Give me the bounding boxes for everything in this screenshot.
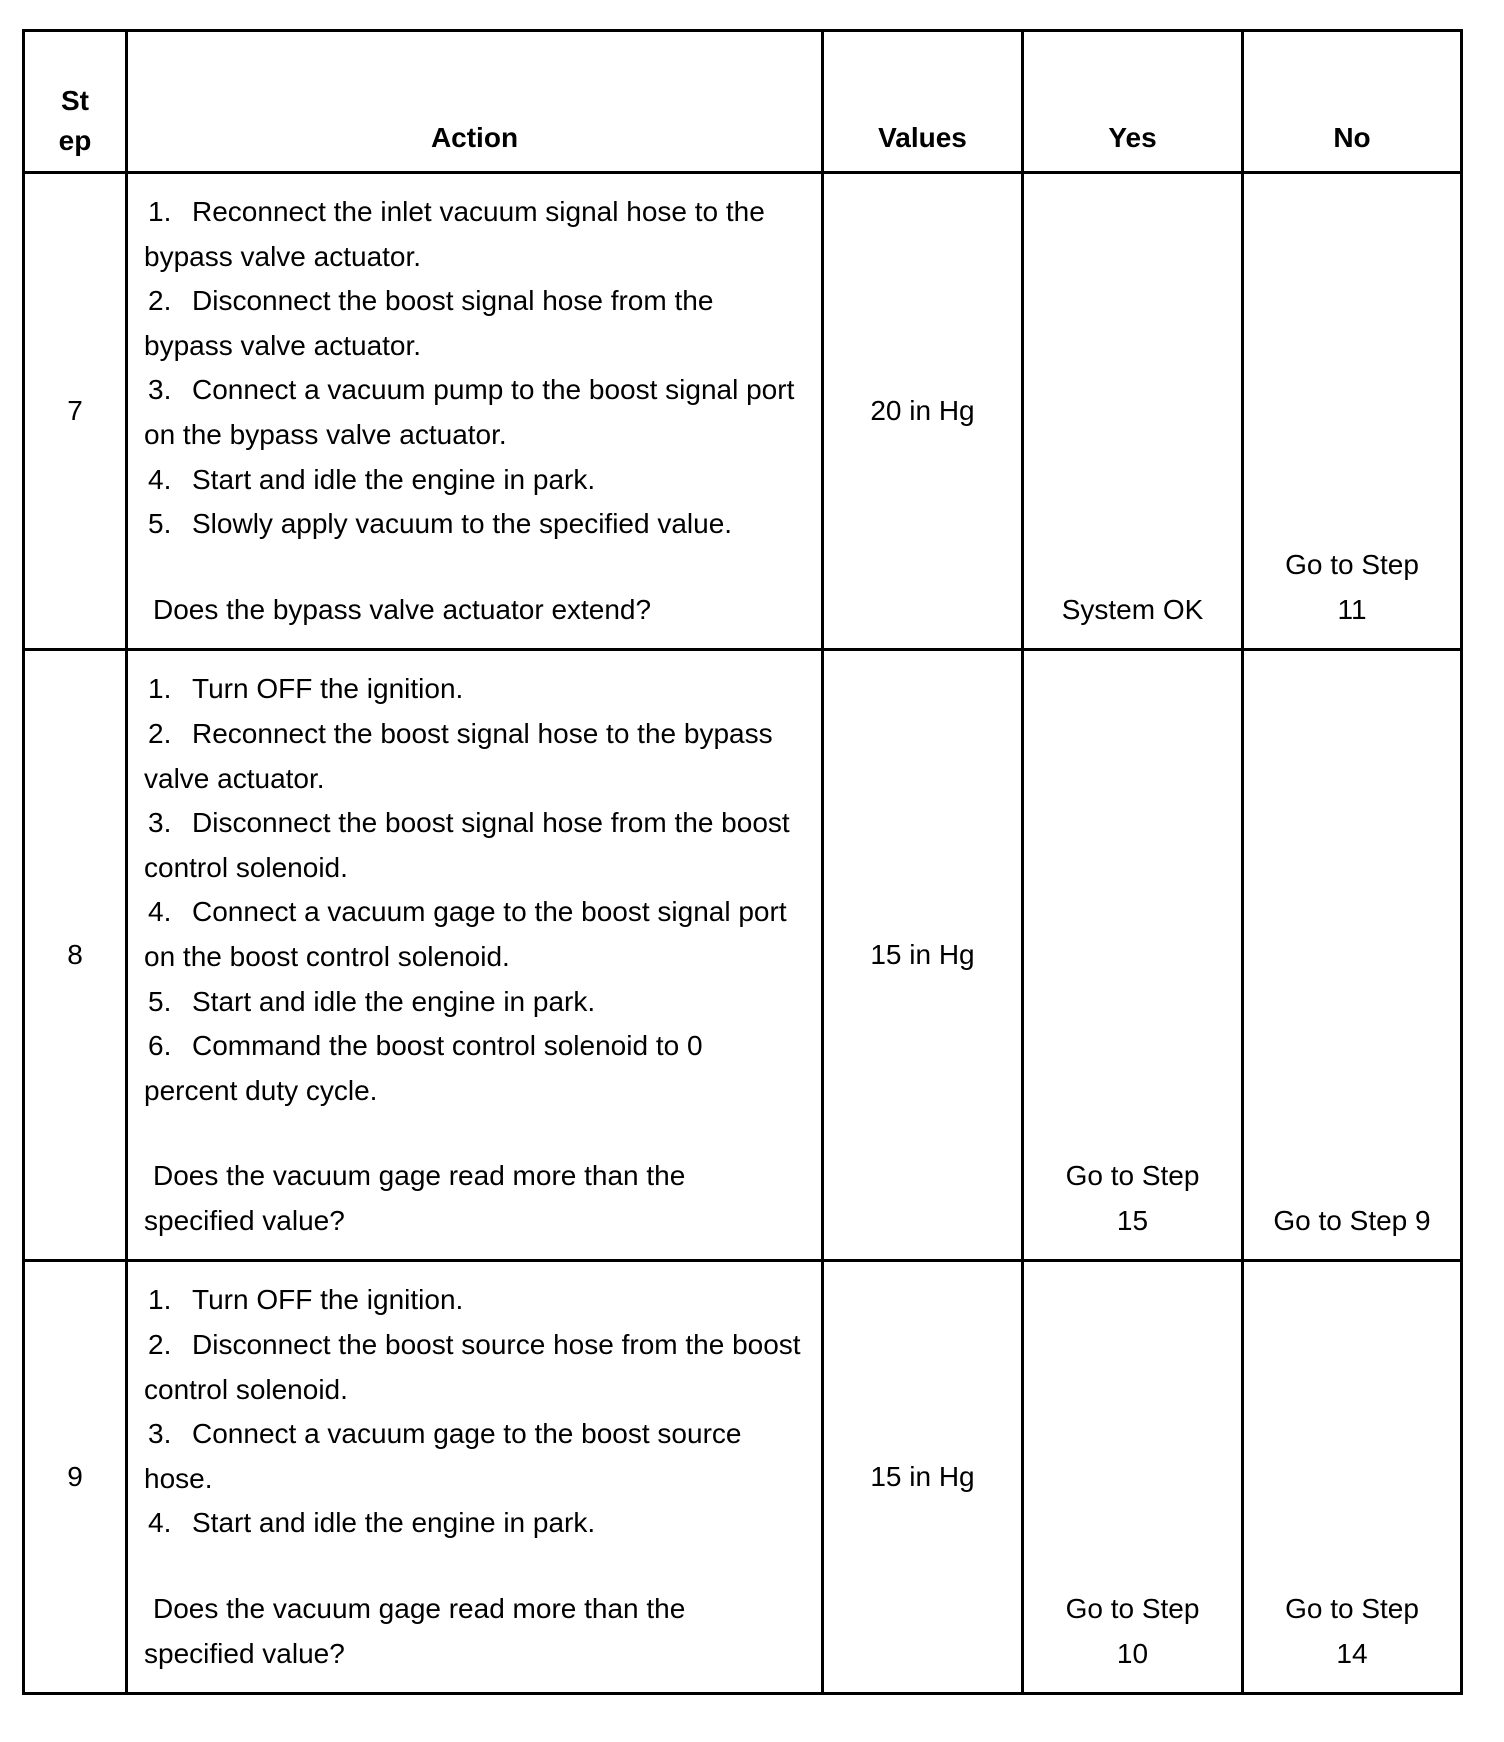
table-row [24,650,1462,1261]
step-column-header [24,31,127,173]
action-item-number: 1. [148,673,172,705]
no-cell [1243,173,1462,650]
step-number-cell: 7 [24,173,127,650]
action-item-number: 2. [148,285,172,317]
action-item-number: 4. [148,463,172,495]
action-item-number: 3. [148,1418,172,1450]
step-number-cell: 8 [24,650,127,1261]
action-item-number: 2. [148,717,172,749]
action-item [144,1278,803,1323]
action-question: Does the bypass valve actuator extend? [153,593,652,625]
action-question: Does the vacuum gage read more than the specified value? [144,1160,686,1236]
action-item [144,890,803,979]
action-item-text: Command the boost control solenoid to 0 percent duty cycle. [144,1030,703,1106]
no-cell-line: Go to Step [1285,549,1419,581]
no-cell [1243,650,1462,1261]
action-item-number: 1. [148,196,172,227]
yes-cell-line: 10 [1116,1637,1149,1669]
table-header-row [24,31,1462,173]
action-column-header: Action [127,31,823,173]
action-item [144,190,803,279]
action-item [144,458,803,503]
value-cell: 20 in Hg [823,173,1023,650]
action-item-text: Slowly apply vacuum to the specified value. [192,508,733,540]
yes-cell-line: 15 [1116,1204,1149,1236]
table-row [24,173,1462,650]
yes-cell-line: Go to Step [1065,1593,1200,1625]
action-item-number: 2. [148,1329,172,1361]
action-item [144,279,803,368]
yes-cell [1023,1261,1243,1694]
action-item-text: Connect a vacuum gage to the boost source hose. [144,1418,742,1494]
action-item [144,801,803,890]
action-item [144,712,803,801]
value-cell: 15 in Hg [823,1261,1023,1694]
action-item-text: Reconnect the boost signal hose to the bypass valve actuator. [144,717,773,794]
action-cell [127,650,823,1261]
no-cell [1243,1261,1462,1694]
action-item-number: 6. [148,1030,172,1062]
action-item-text: Start and idle the engine in park. [192,463,596,495]
no-cell-line: Go to Step 9 [1273,1204,1431,1236]
no-cell-line: 14 [1336,1637,1368,1669]
table-row [24,1261,1462,1694]
step-header-line: ep [58,125,92,156]
yes-cell [1023,173,1243,650]
action-item [144,1412,803,1501]
action-item-text: Connect a vacuum gage to the boost signal port on the boost control solenoid. [144,896,787,972]
action-item-text: Reconnect the inlet vacuum signal hose to the bypass valve actuator. [144,196,765,272]
action-item-text: Disconnect the boost source hose from the boost control solenoid. [144,1329,801,1405]
action-item [144,1024,803,1113]
action-item-number: 5. [148,985,172,1017]
action-item-text: Connect a vacuum pump to the boost signal port on the bypass valve actuator. [144,374,795,450]
action-item [144,980,803,1025]
step-header-line: St [61,85,89,116]
action-item-text: Disconnect the boost signal hose from the bypass valve actuator. [144,285,714,361]
yes-cell-line: System OK [1061,593,1204,625]
action-item-number: 3. [148,807,172,839]
action-item-number: 4. [148,1507,172,1539]
no-cell-line: Go to Step [1285,1593,1419,1625]
action-item [144,1323,803,1412]
no-column-header: No [1243,31,1462,173]
action-item [144,667,803,712]
action-item-number: 3. [148,374,172,406]
action-item [144,368,803,457]
yes-cell-line: Go to Step [1065,1160,1200,1192]
action-question: Does the vacuum gage read more than the specified value? [144,1593,686,1669]
action-item [144,1501,803,1546]
yes-cell [1023,650,1243,1261]
yes-column-header: Yes [1023,31,1243,173]
value-cell: 15 in Hg [823,650,1023,1261]
action-item-number: 5. [148,508,172,540]
action-cell [127,1261,823,1694]
step-number-cell: 9 [24,1261,127,1694]
action-item-number: 4. [148,896,172,928]
table-body [24,173,1462,1694]
action-item [144,502,803,547]
action-item-text: Start and idle the engine in park. [192,985,596,1017]
action-item-text: Disconnect the boost signal hose from the boost control solenoid. [144,807,790,883]
diagnostic-table [22,29,1463,1695]
action-item-text: Turn OFF the ignition. [192,673,464,705]
action-item-text: Start and idle the engine in park. [192,1507,596,1539]
action-cell [127,173,823,650]
action-item-text: Turn OFF the ignition. [192,1284,464,1316]
values-column-header: Values [823,31,1023,173]
action-item-number: 1. [148,1284,172,1316]
no-cell-line: 11 [1337,593,1367,625]
